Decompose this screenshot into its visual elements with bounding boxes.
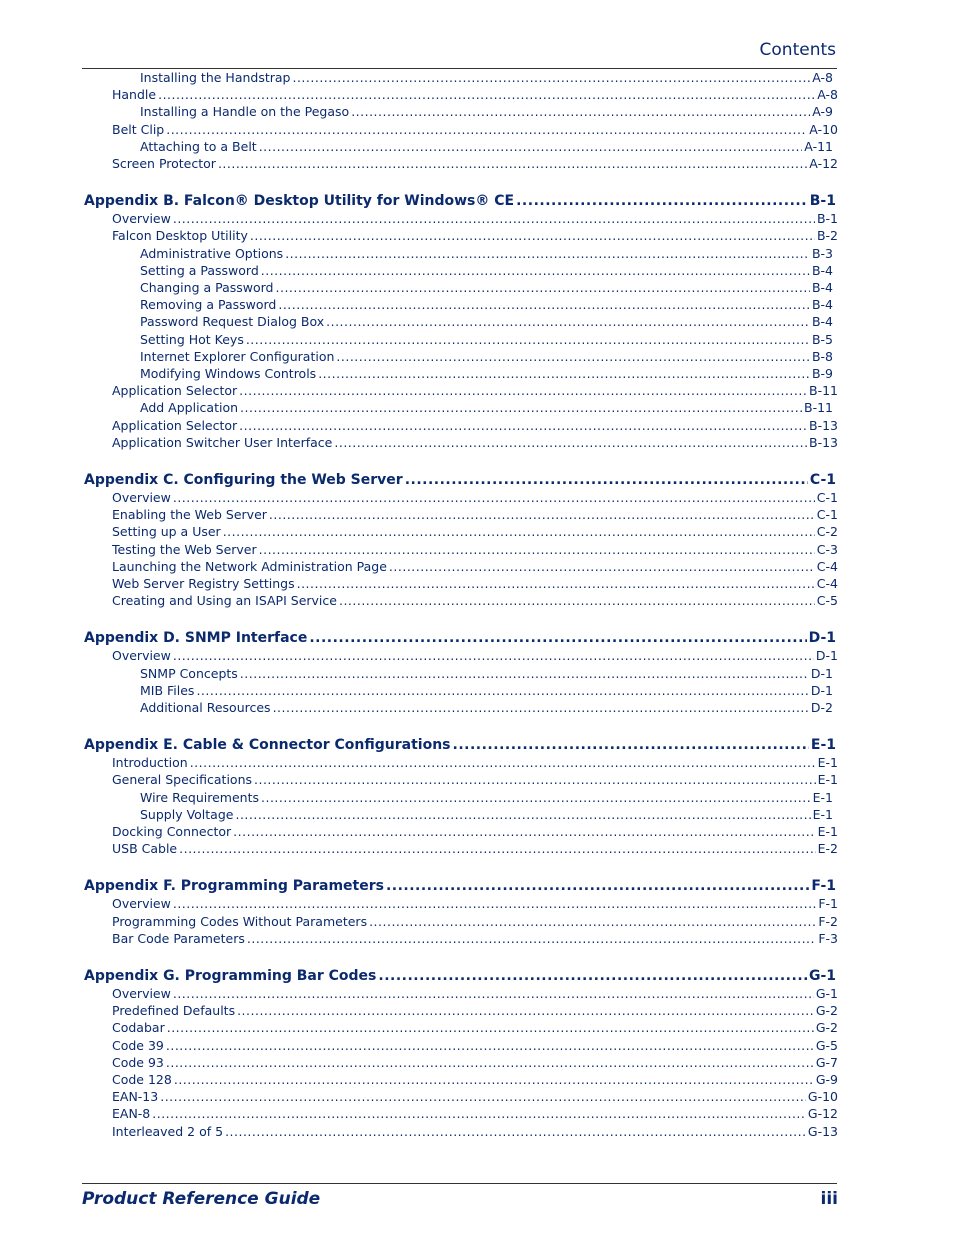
toc-entry[interactable] [112,772,838,787]
toc-entry-page: F-1 [818,896,838,912]
toc-entry-page: C-1 [809,472,836,488]
toc-entry-title: Overview [112,490,171,505]
toc-appendix-entry[interactable] [84,630,836,646]
toc-entry-title: Application Selector [112,417,238,433]
toc-entry[interactable] [112,1106,838,1121]
toc-entry-page: B-13 [809,417,838,433]
toc-entry-page: G-7 [815,1054,838,1070]
toc-leader-dots [369,914,816,929]
toc-entry-title: Changing a Password [140,280,274,295]
toc-entry-page: C-3 [816,541,838,557]
toc-entry-title: Application Switcher User Interface [112,434,333,450]
toc-entry-title: Additional Resources [140,700,271,715]
toc-entry-title: Programming Codes Without Parameters [112,913,368,929]
toc-entry-page: D-1 [810,665,833,681]
toc-leader-dots [167,1020,814,1035]
toc-leader-dots [240,400,802,415]
toc-entry-title: Introduction [112,755,188,771]
toc-entry-page: A-8 [817,87,838,103]
toc-entry-title: Overview [112,896,171,912]
toc-leader-dots [516,193,808,209]
toc-entry-page: B-13 [809,434,838,450]
toc-entry[interactable] [112,1055,838,1070]
toc-leader-dots [190,755,816,770]
toc-leader-dots [336,349,810,364]
toc-entry-page: B-1 [816,211,838,227]
toc-entry-title: Screen Protector [112,156,216,171]
toc-leader-dots [166,1055,814,1070]
toc-leader-dots [273,700,809,715]
toc-entry-title: Appendix D. SNMP Interface [84,630,308,647]
toc-entry[interactable] [112,542,838,557]
toc-leader-dots [152,1106,806,1121]
toc-leader-dots [386,878,809,894]
toc-entry-title: MIB Files [140,682,195,698]
toc-leader-dots [276,280,810,295]
toc-entry[interactable] [112,931,838,946]
toc-entry-page: C-4 [816,576,838,591]
toc-entry[interactable] [112,559,838,574]
toc-entry[interactable] [112,418,838,433]
toc-entry[interactable] [112,755,838,770]
toc-entry-title: Web Server Registry Settings [112,576,295,591]
toc-leader-dots [173,211,815,226]
toc-entry-title: Belt Clip [112,121,165,137]
toc-leader-dots [223,524,815,539]
toc-entry-title: Predefined Defaults [112,1003,236,1019]
toc-entry-page: G-13 [807,1123,838,1139]
toc-entry-title: Appendix G. Programming Bar Codes [84,968,377,984]
toc-leader-dots [285,246,810,261]
toc-leader-dots [405,472,808,488]
toc-entry[interactable] [112,211,838,226]
page-header-title: Contents [759,40,836,60]
toc-leader-dots [339,593,815,608]
toc-entry-title: Testing the Web Server [112,541,257,557]
toc-leader-dots [292,70,810,85]
toc-entry-title: Setting up a User [112,524,221,540]
toc-entry[interactable] [112,1003,838,1018]
toc-entry[interactable] [140,700,833,715]
toc-entry[interactable] [140,366,833,381]
toc-entry-title: EAN-13 [112,1089,159,1105]
toc-entry-page: G-1 [815,986,838,1001]
toc-leader-dots [173,986,814,1001]
toc-entry-title: SNMP Concepts [140,665,238,681]
toc-entry[interactable] [112,383,838,398]
toc-entry[interactable] [140,349,833,364]
toc-entry-title: Appendix F. Programming Parameters [84,878,384,895]
toc-entry-page: B-4 [811,297,833,313]
toc-entry-page: A-9 [812,104,833,120]
toc-entry[interactable] [112,648,838,663]
toc-entry-title: Installing a Handle on the Pegaso [140,104,350,120]
toc-entry-page: E-1 [817,772,838,788]
toc-entry-page: C-4 [816,558,838,574]
toc-entry-page: B-9 [811,366,833,381]
toc-entry-page: E-1 [812,789,833,805]
toc-entry-page: D-1 [810,682,833,698]
toc-entry[interactable] [112,1124,838,1139]
toc-entry[interactable] [112,507,838,522]
toc-entry[interactable] [140,332,833,347]
toc-entry-page: G-1 [808,968,836,984]
toc-leader-dots [269,507,815,522]
toc-entry[interactable] [112,1072,838,1087]
toc-entry[interactable] [140,683,833,698]
toc-entry[interactable] [112,576,838,591]
toc-entry-title: Overview [112,986,171,1001]
toc-entry-page: C-1 [816,490,838,505]
toc-entry-title: Supply Voltage [140,806,234,822]
toc-leader-dots [453,737,809,753]
toc-entry-title: USB Cable [112,841,178,857]
toc-entry-page: A-8 [812,70,833,85]
toc-entry-page: G-12 [807,1106,838,1122]
toc-entry-page: B-4 [811,280,833,295]
toc-leader-dots [278,297,810,312]
footer-page-number: iii [820,1189,838,1209]
toc-appendix-entry[interactable] [84,968,836,984]
toc-entry-title: Falcon Desktop Utility [112,228,248,244]
toc-entry[interactable] [112,156,838,171]
toc-entry-title: Bar Code Parameters [112,930,245,946]
toc-entry[interactable] [140,104,833,119]
toc-leader-dots [351,104,810,119]
toc-leader-dots [326,314,810,329]
toc-entry[interactable] [112,435,838,450]
toc-entry-page: E-2 [817,841,838,857]
toc-entry-title: General Specifications [112,772,253,788]
toc-entry-title: Docking Connector [112,824,232,839]
toc-leader-dots [261,263,810,278]
toc-leader-dots [250,228,815,243]
toc-entry-page: B-2 [816,228,838,244]
toc-entry[interactable] [112,122,838,137]
toc-entry-title: Code 93 [112,1054,164,1070]
toc-leader-dots [160,1089,806,1104]
toc-entry[interactable] [140,807,833,822]
toc-entry-title: Code 39 [112,1037,164,1053]
toc-leader-dots [237,1003,814,1018]
footer-rule [82,1183,837,1184]
toc-entry[interactable] [140,139,833,154]
toc-entry-title: Installing the Handstrap [140,70,291,85]
toc-leader-dots [334,435,807,450]
toc-entry-page: A-10 [809,121,838,137]
toc-leader-dots [254,772,816,787]
toc-leader-dots [239,418,807,433]
toc-entry[interactable] [140,246,833,261]
toc-entry-title: Internet Explorer Configuration [140,348,335,364]
toc-entry-page: B-3 [811,245,833,261]
toc-entry-title: Wire Requirements [140,789,259,805]
toc-entry[interactable] [140,666,833,681]
toc-entry-page: D-2 [810,700,833,715]
toc-leader-dots [179,841,816,856]
toc-entry-title: Setting Hot Keys [140,331,244,347]
toc-entry-title: Application Selector [112,383,238,399]
toc-entry-page: C-5 [816,593,838,609]
toc-entry[interactable] [112,1089,838,1104]
toc-leader-dots [259,139,803,154]
toc-entry[interactable] [140,70,833,85]
toc-entry-page: G-5 [815,1037,838,1053]
toc-entry-page: B-1 [809,193,836,210]
toc-entry-page: E-1 [817,824,838,839]
toc-entry[interactable] [140,263,833,278]
toc-appendix-entry[interactable] [84,878,836,894]
toc-entry-title: Launching the Network Administration Page [112,558,387,574]
toc-entry[interactable] [140,400,833,415]
toc-leader-dots [239,383,807,398]
toc-entry-page: E-1 [817,755,838,771]
toc-entry-page: G-2 [815,1003,838,1019]
toc-entry-page: A-12 [809,156,838,171]
toc-entry-page: B-11 [804,400,833,416]
toc-entry-page: C-2 [816,524,838,540]
toc-entry-title: Overview [112,648,171,664]
toc-entry-page: B-8 [811,348,833,364]
toc-entry-title: Attaching to a Belt [140,138,257,154]
toc-entry-title: Codabar [112,1020,165,1036]
toc-entry-title: Modifying Windows Controls [140,366,317,381]
toc-leader-dots [173,490,815,505]
toc-leader-dots [389,559,815,574]
toc-entry-title: Password Request Dialog Box [140,314,325,330]
toc-entry[interactable] [112,87,838,102]
toc-entry[interactable] [112,841,838,856]
toc-entry-title: Handle [112,87,157,103]
toc-leader-dots [173,896,816,911]
toc-entry-page: E-1 [810,737,836,754]
toc-entry-page: D-1 [808,630,836,647]
toc-entry[interactable] [112,914,838,929]
toc-leader-dots [318,366,810,381]
toc-entry-page: D-1 [815,648,838,664]
toc-entry-page: B-4 [811,314,833,330]
toc-entry-title: Code 128 [112,1072,172,1087]
toc-leader-dots [261,790,811,805]
toc-leader-dots [378,968,807,984]
toc-entry-page: B-11 [809,383,838,399]
toc-entry-page: F-3 [818,930,838,946]
toc-entry[interactable] [140,790,833,805]
footer-guide-title: Product Reference Guide [82,1189,321,1209]
toc-entry[interactable] [112,896,838,911]
toc-entry-title: Setting a Password [140,262,259,278]
toc-entry[interactable] [112,593,838,608]
toc-leader-dots [196,683,808,698]
toc-leader-dots [173,648,814,663]
toc-entry[interactable] [112,1020,838,1035]
toc-leader-dots [246,332,810,347]
toc-entry[interactable] [112,524,838,539]
toc-entry-title: Enabling the Web Server [112,507,267,523]
toc-entry-page: B-4 [811,262,833,278]
header-rule [82,68,837,69]
toc-leader-dots [233,824,815,839]
toc-entry[interactable] [112,1038,838,1053]
toc-leader-dots [297,576,815,591]
toc-entry-page: F-1 [811,878,836,895]
toc-entry[interactable] [140,280,833,295]
toc-entry-page: C-1 [816,507,838,523]
toc-entry-page: B-5 [811,331,833,347]
toc-entry-title: Appendix B. Falcon® Desktop Utility for Windows® CE [84,193,515,210]
toc-leader-dots [174,1072,814,1087]
toc-entry-page: G-2 [815,1020,838,1036]
toc-entry[interactable] [112,228,838,243]
toc-entry-page: A-11 [804,138,833,154]
toc-entry-title: Overview [112,211,171,227]
toc-appendix-entry[interactable] [84,472,836,488]
toc-appendix-entry[interactable] [84,193,836,209]
toc-entry-title: Removing a Password [140,297,277,313]
toc-leader-dots [158,87,815,102]
toc-leader-dots [166,1038,814,1053]
toc-entry-title: Add Application [140,400,239,416]
toc-entry-title: Appendix E. Cable & Connector Configurations [84,737,451,754]
toc-entry[interactable] [112,490,838,505]
toc-leader-dots [259,542,815,557]
toc-entry-page: F-2 [818,913,838,929]
toc-leader-dots [235,807,810,822]
toc-entry-title: Interleaved 2 of 5 [112,1123,224,1139]
toc-appendix-entry[interactable] [84,737,836,753]
toc-entry-page: G-10 [807,1089,838,1105]
toc-entry[interactable] [112,986,838,1001]
toc-entry[interactable] [112,824,838,839]
toc-entry-page: E-1 [812,806,833,822]
toc-entry-title: Appendix C. Configuring the Web Server [84,472,403,488]
toc-leader-dots [218,156,807,171]
toc-entry-title: Creating and Using an ISAPI Service [112,593,337,609]
toc-leader-dots [247,931,816,946]
toc-entry-title: EAN-8 [112,1106,151,1122]
toc-leader-dots [225,1124,806,1139]
toc-entry-title: Administrative Options [140,245,284,261]
toc-leader-dots [240,666,809,681]
toc-leader-dots [166,122,807,137]
toc-entry[interactable] [140,297,833,312]
toc-leader-dots [309,630,806,646]
toc-entry-page: G-9 [815,1072,838,1087]
toc-entry[interactable] [140,314,833,329]
